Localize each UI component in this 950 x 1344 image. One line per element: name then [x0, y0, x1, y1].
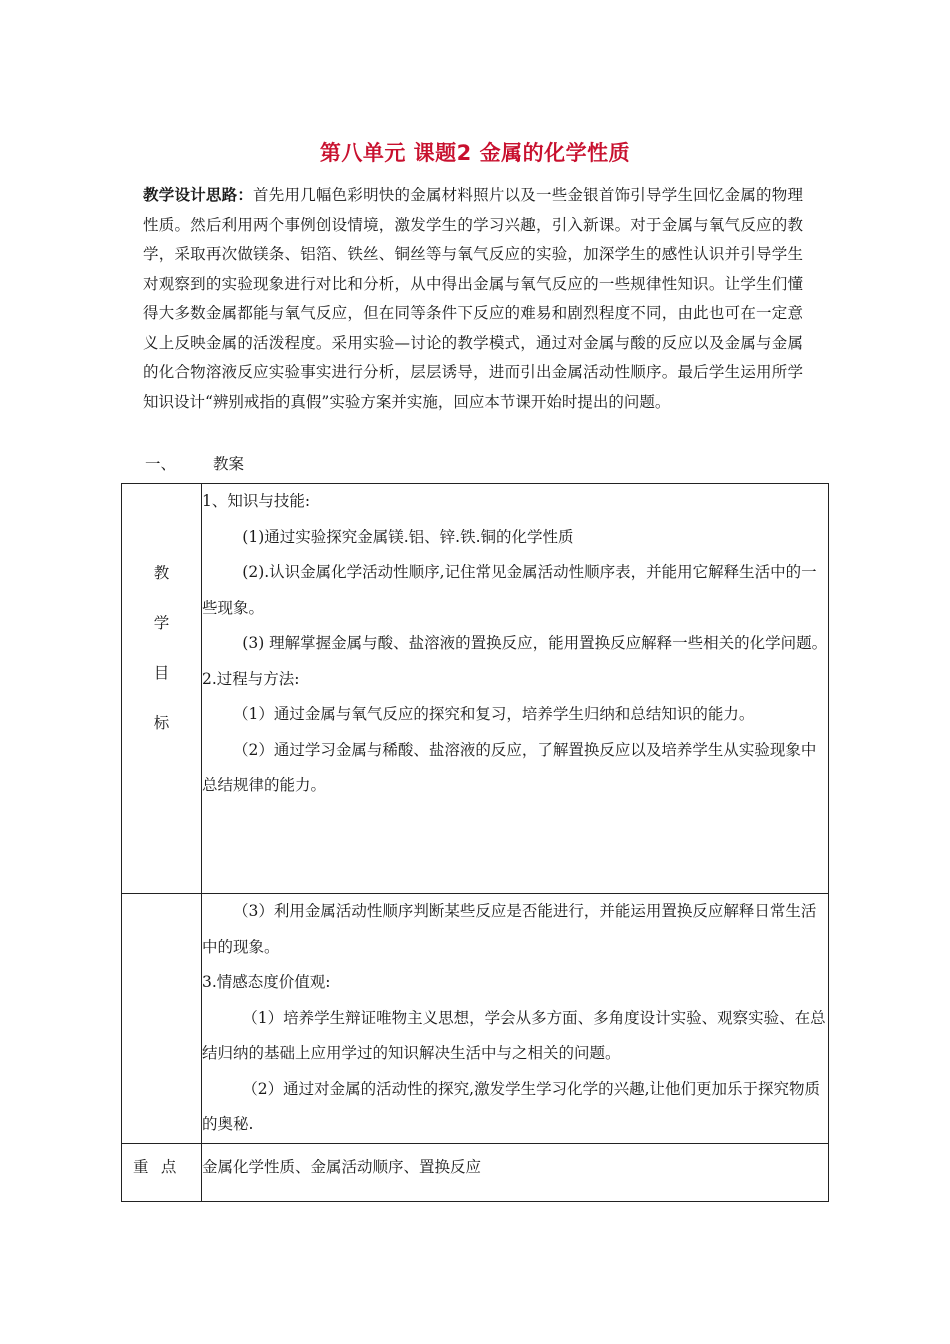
objective-item: (3) 理解掌握金属与酸、盐溶液的置换反应，能用置换反应解释一些相关的化学问题。 [242, 634, 828, 652]
objectives-label [122, 484, 201, 748]
objectives-label-char: 标 [153, 714, 170, 732]
section-number: 一、 [145, 455, 177, 473]
table-row-key-points [122, 1143, 829, 1201]
objective-heading: 3.情感态度价值观: [202, 973, 331, 991]
intro-label: 教学设计思路： [143, 186, 254, 204]
objective-heading: 1、知识与技能: [202, 492, 311, 510]
key-points-content: 金属化学性质、金属活动顺序、置换反应 [202, 1143, 829, 1201]
key-points-label: 重点 [122, 1143, 202, 1201]
teaching-design-intro [143, 181, 803, 417]
page-title: 第八单元 课题2 金属的化学性质 [319, 141, 631, 165]
empty-label-cell [122, 894, 202, 1144]
objective-item: （1）培养学生辩证唯物主义思想，学会从多方面、多角度设计实验、观察实验、在总结归纳的基础上应用学过的知识解决生活中与之相关的问题。 [202, 1008, 826, 1062]
objectives-label-char: 学 [153, 614, 170, 632]
objectives-label-char: 目 [153, 664, 170, 682]
objective-item: (1)通过实验探究金属镁.铝、锌.铁.铜的化学性质 [242, 527, 574, 546]
objective-item: (2).认识金属化学活动性顺序,记住常见金属活动性顺序表，并能用它解释生活中的一些现象。 [202, 563, 817, 617]
lesson-plan-table [121, 483, 829, 1202]
section-label: 教案 [213, 455, 245, 473]
objectives-label-cell [122, 484, 202, 894]
objectives-content-cell [202, 484, 829, 894]
section-heading [145, 452, 244, 474]
objective-item: （1）通过金属与氧气反应的探究和复习，培养学生归纳和总结知识的能力。 [233, 705, 755, 723]
intro-text: 首先用几幅色彩明快的金属材料照片以及一些金银首饰引导学生回忆金属的物理性质。然后利用两个事例创设情境，激发学生的学习兴趣，引入新课。对于金属与氧气反应的教学，采取再次做镁条、铝箔、铁丝、铜丝等与氧气反应的实验，加深学生的感性认识并引导学生对观察到的实验现象进行对比和分析，从中得出金属与氧气反应的一些规律性知识。让学生们懂得大多数金属都能与氧气反应，但在同等条件下反应的难易和剧烈程度不同，由此也可在一定意义上反映金属的活泼程度。采用实验—讨论的教学模式，通过对金属与酸的反应以及金属与金属的化合物溶液反应实验事实进行分析，层层诱导，进而引出金属活动性顺序。最后学生运用所学知识设计“辨别戒指的真假”实验方案并实施，回应本节课开始时提出的问题。 [143, 186, 803, 411]
table-row-objectives [122, 484, 829, 894]
objectives-label-char: 教 [153, 564, 170, 582]
objective-heading: 2.过程与方法: [202, 669, 300, 688]
objective-item: （3）利用金属活动性顺序判断某些反应是否能进行，并能运用置换反应解释日常生活中的现象。 [202, 902, 817, 956]
table-row-objectives-continued [122, 894, 829, 1144]
objectives-continued-cell [202, 894, 829, 1144]
objective-item: （2）通过学习金属与稀酸、盐溶液的反应，了解置换反应以及培养学生从实验现象中总结规律的能力。 [202, 740, 817, 794]
objective-item: （2）通过对金属的活动性的探究,激发学生学习化学的兴趣,让他们更加乐于探究物质的奥秘. [202, 1079, 821, 1133]
